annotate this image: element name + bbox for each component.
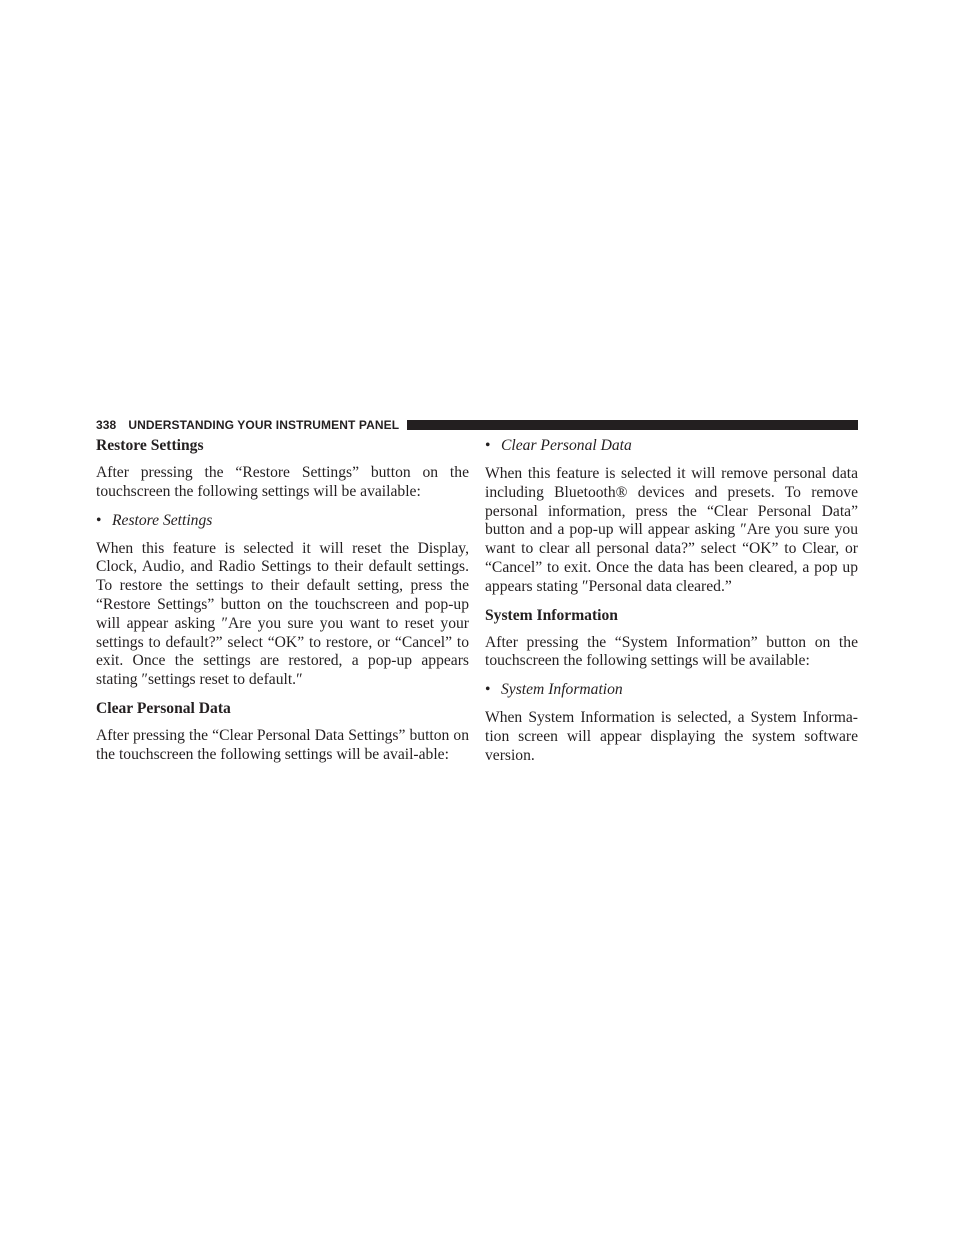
clear-body-paragraph: When this feature is selected it will remove personal data including Bluetooth® devices and presets. To remove personal information, press the “Clear Personal Data” button and a pop-up will appear asking ″Are you sure you want to clear all personal data?” select “OK” to Clear, or “Cancel” to exit. Once the data has been cleared, a pop up appears stating ″Personal data cleared.” xyxy=(485,465,858,595)
bullet-label: System Information xyxy=(501,681,623,699)
bullet-clear-personal-data xyxy=(485,436,858,456)
bullet-system-information xyxy=(485,680,858,700)
bullet-glyph: • xyxy=(96,511,102,529)
page-header xyxy=(96,417,858,433)
header-rule xyxy=(407,420,858,430)
bullet-glyph: • xyxy=(485,437,491,454)
heading-clear-personal-data: Clear Personal Data xyxy=(96,699,231,717)
bullet-glyph: • xyxy=(485,681,491,699)
system-body-paragraph: When System Information is selected, a System Informa-tion screen will appear displaying the system software version. xyxy=(485,709,858,764)
heading-system-information: System Information xyxy=(485,606,618,624)
bullet-restore-settings xyxy=(96,511,469,531)
restore-body-paragraph: When this feature is selected it will reset the Display, Clock, Audio, and Radio Settings to their default settings. To restore the settings to their default setting, press the “Restore Settings” button on the touchscreen and pop-up will appear asking ″Are you sure you want to reset your settings to default?” select “OK” to restore, or “Cancel” to exit. Once the settings are restored, a pop-up appears stating ″settings reset to default.″ xyxy=(96,539,469,689)
left-column xyxy=(96,436,469,774)
section-title: UNDERSTANDING YOUR INSTRUMENT PANEL xyxy=(128,418,400,432)
bullet-label: Clear Personal Data xyxy=(501,437,632,454)
clear-intro-paragraph: After pressing the “Clear Personal Data Settings” button on the touchscreen the following settings will be avail-able: xyxy=(96,726,469,763)
system-intro-paragraph: After pressing the “System Information” button on the touchscreen the following settings will be available: xyxy=(485,633,858,670)
bullet-label: Restore Settings xyxy=(112,511,213,529)
restore-intro-paragraph: After pressing the “Restore Settings” button on the touchscreen the following settings will be available: xyxy=(96,464,469,500)
page-number: 338 xyxy=(96,418,117,432)
heading-restore-settings: Restore Settings xyxy=(96,437,204,454)
right-column xyxy=(485,436,858,775)
